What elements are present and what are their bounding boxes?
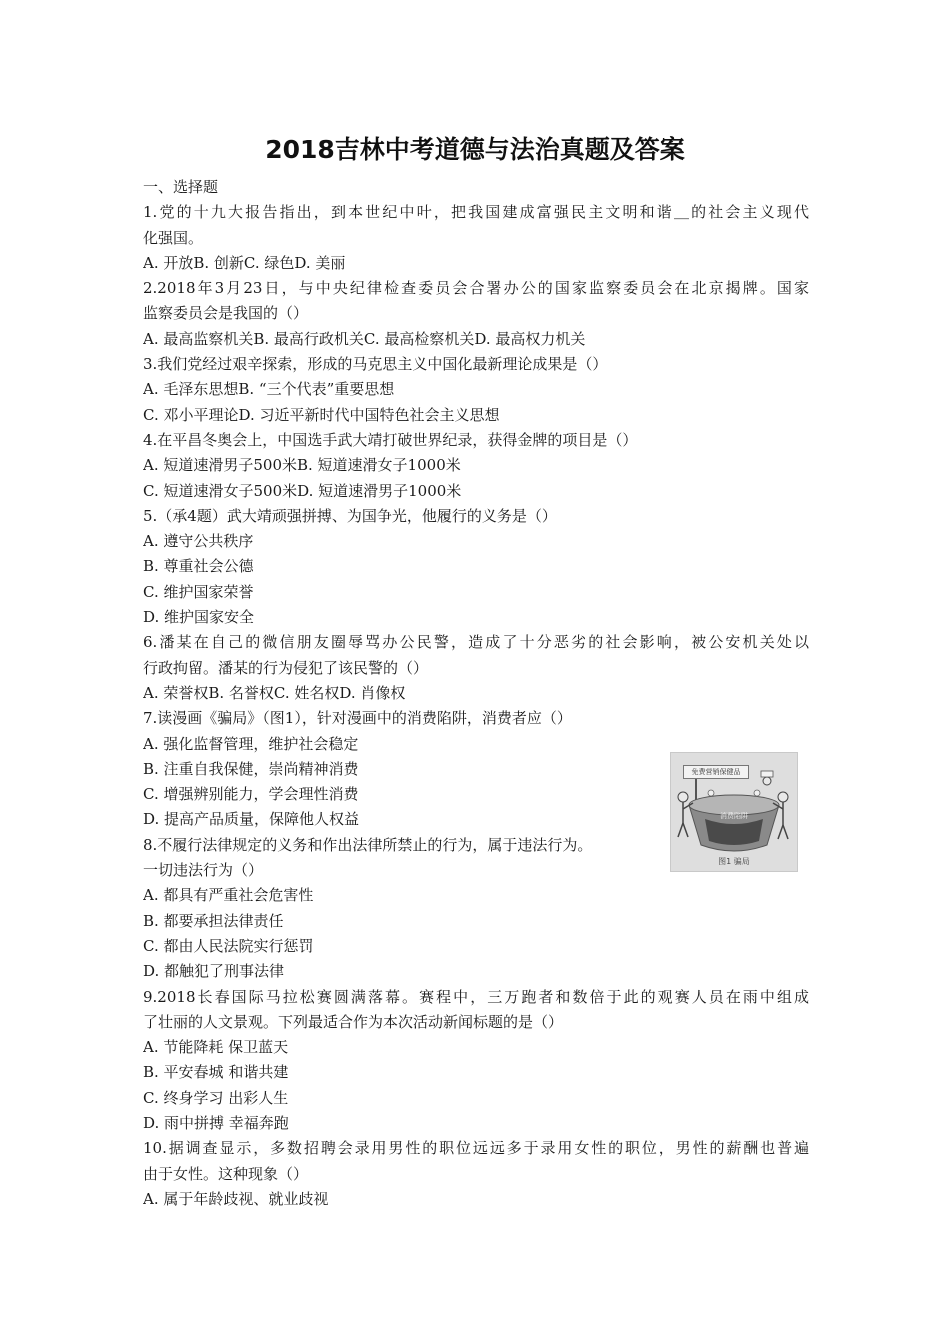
cartoon-trap-label: 消费陷阱 bbox=[720, 812, 748, 820]
text-line: D. 维护国家安全 bbox=[143, 608, 255, 627]
figure-caption: 图1 骗局 bbox=[718, 857, 750, 866]
text-line: D. 提高产品质量，保障他人权益 bbox=[143, 810, 360, 829]
text-line: 了壮丽的人文景观。下列最适合作为本次活动新闻标题的是（） bbox=[143, 1012, 564, 1031]
text-line: 6.潘某在自己的微信朋友圈辱骂办公民警，造成了十分恶劣的社会影响，被公安机关处以 bbox=[143, 633, 809, 652]
text-line: C. 短道速滑女子500米D. 短道速滑男子1000米 bbox=[143, 481, 462, 500]
cartoon-sign: 免费营销保健品 bbox=[683, 765, 749, 779]
text-line: 1.党的十九大报告指出，到本世纪中叶，把我国建成富强民主文明和谐＿的社会主义现代 bbox=[143, 203, 809, 222]
text-line: 5.（承4题）武大靖顽强拼搏、为国争光，他履行的义务是（） bbox=[143, 506, 557, 525]
text-line: 由于女性。这种现象（） bbox=[143, 1164, 309, 1183]
text-line: B. 都要承担法律责任 bbox=[143, 911, 284, 930]
text-line: C. 维护国家荣誉 bbox=[143, 582, 254, 601]
text-line: A. 开放B. 创新C. 绿色D. 美丽 bbox=[143, 253, 346, 272]
text-line: A. 属于年龄歧视、就业歧视 bbox=[143, 1189, 329, 1208]
text-line: A. 短道速滑男子500米B. 短道速滑女子1000米 bbox=[143, 456, 461, 475]
text-line: B. 尊重社会公德 bbox=[143, 557, 254, 576]
text-line: C. 终身学习 出彩人生 bbox=[143, 1088, 289, 1107]
text-line: 4.在平昌冬奥会上，中国选手武大靖打破世界纪录，获得金牌的项目是（） bbox=[143, 430, 638, 449]
text-line: A. 最高监察机关B. 最高行政机关C. 最高检察机关D. 最高权力机关 bbox=[143, 329, 586, 348]
text-line: 10.据调查显示，多数招聘会录用男性的职位远远多于录用女性的职位，男性的薪酬也普遍 bbox=[143, 1139, 809, 1158]
text-line: 行政拘留。潘某的行为侵犯了该民警的（） bbox=[143, 658, 429, 677]
text-line: B. 注重自我保健，崇尚精神消费 bbox=[143, 759, 359, 778]
text-line: C. 邓小平理论D. 习近平新时代中国特色社会主义思想 bbox=[143, 405, 500, 424]
text-line: 化强国。 bbox=[143, 228, 204, 247]
text-line: 9.2018长春国际马拉松赛圆满落幕。赛程中，三万跑者和数倍于此的观赛人员在雨中组成 bbox=[143, 987, 809, 1006]
cartoon-figure bbox=[670, 752, 798, 872]
text-line: A. 荣誉权B. 名誉权C. 姓名权D. 肖像权 bbox=[143, 683, 406, 702]
text-line: D. 都触犯了刑事法律 bbox=[143, 962, 285, 981]
text-line: 3.我们党经过艰辛探索，形成的马克思主义中国化最新理论成果是（） bbox=[143, 355, 608, 374]
document-body bbox=[143, 175, 809, 1212]
text-line: C. 增强辨别能力，学会理性消费 bbox=[143, 785, 359, 804]
document-title: 2018吉林中考道德与法治真题及答案 bbox=[265, 135, 685, 164]
text-line: A. 节能降耗 保卫蓝天 bbox=[143, 1038, 289, 1057]
text-line: 7.读漫画《骗局》（图1），针对漫画中的消费陷阱，消费者应（） bbox=[143, 709, 572, 728]
text-line: A. 毛泽东思想B. “三个代表”重要思想 bbox=[143, 380, 395, 399]
text-line: C. 都由人民法院实行惩罚 bbox=[143, 936, 314, 955]
text-line: A. 强化监督管理，维护社会稳定 bbox=[143, 734, 359, 753]
text-line: 一切违法行为（） bbox=[143, 861, 264, 880]
text-line: 2.2018年3月23日，与中央纪律检查委员会合署办公的国家监察委员会在北京揭牌。国家 bbox=[143, 279, 809, 298]
text-line: A. 都具有严重社会危害性 bbox=[143, 886, 314, 905]
text-line: B. 平安春城 和谐共建 bbox=[143, 1063, 289, 1082]
text-line: 监察委员会是我国的（） bbox=[143, 304, 309, 323]
text-line: D. 雨中拼搏 幸福奔跑 bbox=[143, 1113, 289, 1132]
text-line: 一、选择题 bbox=[143, 178, 219, 196]
text-line: A. 遵守公共秩序 bbox=[143, 532, 254, 551]
text-line: 8.不履行法律规定的义务和作出法律所禁止的行为，属于违法行为。 bbox=[143, 835, 593, 854]
